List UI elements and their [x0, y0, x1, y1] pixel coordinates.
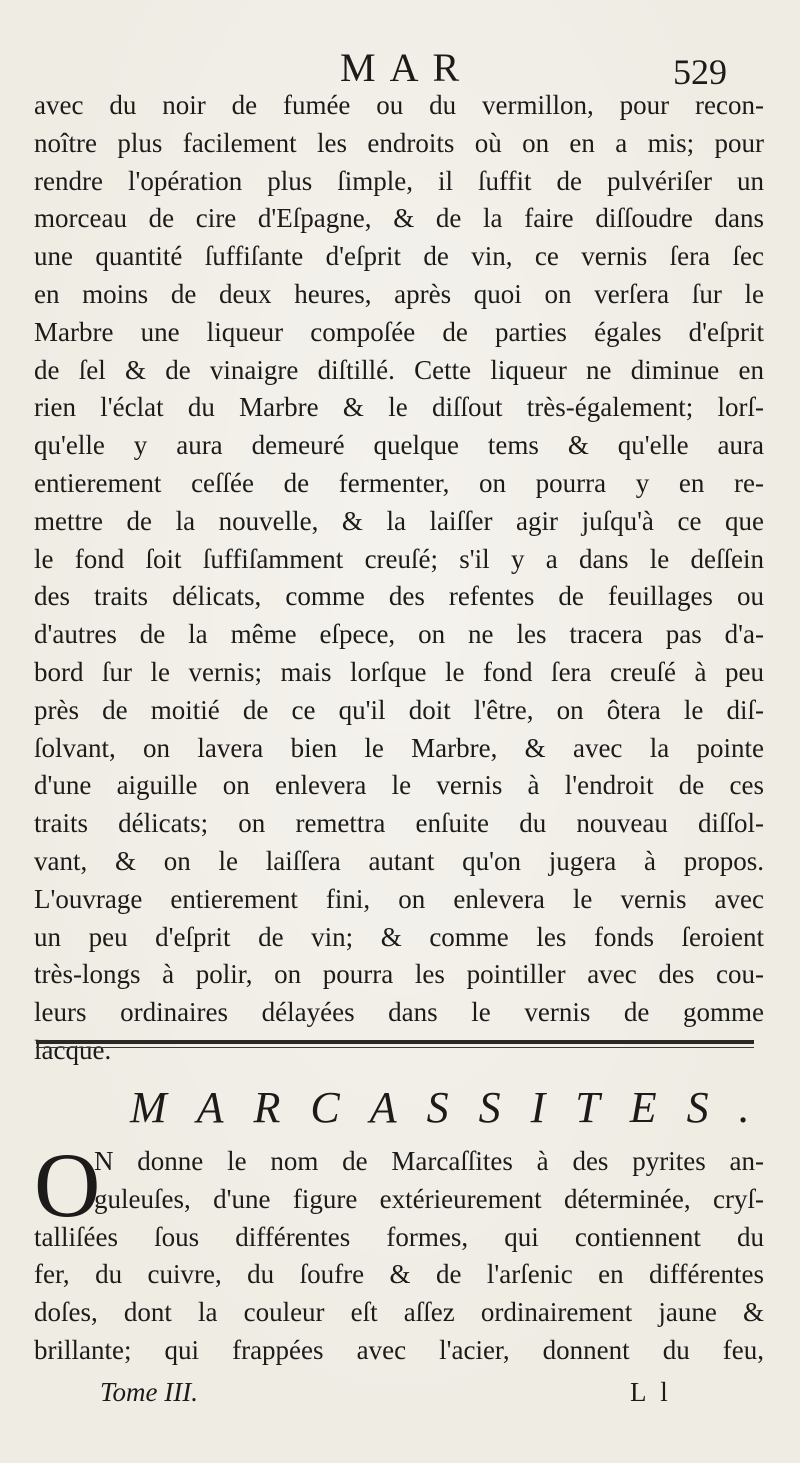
text-line: talliſées ſous différentes formes, qui contiennent du — [34, 1221, 764, 1252]
text-line: morceau de cire d'Eſpagne, & de la faire diſſoudre dans — [34, 203, 764, 234]
text-line: le fond ſoit ſuffiſamment creuſé; s'il y a dans le deſſein — [34, 543, 764, 574]
text-line: leurs ordinaires délayées dans le vernis de gomme — [34, 997, 764, 1028]
text-line: rien l'éclat du Marbre & le diſſout très-également; lorſ- — [34, 392, 764, 423]
section-title: MARCASSITES. — [130, 1083, 780, 1132]
text-line: avec du noir de fumée ou du vermillon, pour recon- — [34, 90, 764, 120]
text-line: bord ſur le vernis; mais lorſque le fond ſera creuſé à peu — [34, 656, 764, 687]
text-line: très-longs à polir, on pourra les pointiller avec des cou- — [34, 959, 764, 990]
volume-label: Tome III. — [100, 1377, 198, 1407]
page-footer — [0, 1374, 800, 1414]
text-line: ſolvant, on lavera bien le Marbre, & avec la pointe — [34, 732, 764, 763]
text-line: Marbre une liqueur compoſée de parties égales d'eſprit — [34, 316, 764, 347]
running-head-word: MAR — [340, 45, 474, 90]
text-line: qu'elle y aura demeuré quelque tems & qu'elle aura — [34, 430, 764, 461]
text-line: près de moitié de ce qu'il doit l'être, on ôtera le diſ- — [34, 694, 764, 725]
text-line: fer, du cuivre, du ſoufre & de l'arſenic en différentes — [34, 1259, 764, 1290]
text-line: brillante; qui frappées avec l'acier, donnent du feu, — [34, 1334, 764, 1365]
text-line: d'une aiguille on enlevera le vernis à l'endroit de ces — [34, 770, 764, 801]
text-line: lacque. — [34, 1034, 112, 1065]
text-line: rendre l'opération plus ſimple, il ſuffit de pulvériſer un — [34, 165, 764, 196]
section-rule-thick — [36, 1040, 754, 1044]
text-line: noître plus facilement les endroits où on en a mis; pour — [34, 127, 764, 158]
text-line: un peu d'eſprit de vin; & comme les fonds ſeroient — [34, 921, 764, 952]
drop-cap: O — [34, 1134, 101, 1236]
text-line: L'ouvrage entierement fini, on enlevera le vernis avec — [34, 883, 764, 914]
text-line: des traits délicats, comme des refentes de feuillages ou — [34, 581, 764, 612]
paragraph-1 — [34, 87, 764, 1070]
page-number: 529 — [673, 52, 727, 92]
text-line: doſes, dont la couleur eſt aſſez ordinairement jaune & — [34, 1297, 764, 1328]
section-rule-thin — [36, 1047, 754, 1048]
text-line: traits délicats; on remettra enſuite du nouveau diſſol- — [34, 808, 764, 839]
text-line: vant, & on le laiſſera autant qu'on jugera à propos. — [34, 845, 764, 876]
text-line: N donne le nom de Marcaſſites à des pyrites an- — [94, 1146, 764, 1176]
text-line: une quantité ſuffiſante d'eſprit de vin, ce vernis ſera ſec — [34, 241, 764, 272]
text-line: d'autres de la même eſpece, on ne les tracera pas d'a- — [34, 619, 764, 650]
text-line: mettre de la nouvelle, & la laiſſer agir juſqu'à ce que — [34, 505, 764, 536]
running-head — [0, 38, 800, 94]
signature-mark: L l — [630, 1377, 672, 1407]
text-line: entierement ceſſée de fermenter, on pourra y en re- — [34, 467, 764, 498]
text-line: en moins de deux heures, après quoi on verſera ſur le — [34, 278, 764, 309]
text-line: de ſel & de vinaigre diſtillé. Cette liqueur ne diminue en — [34, 354, 764, 385]
text-line: guleuſes, d'une figure extérieurement déterminée, cryſ- — [94, 1183, 764, 1214]
entry-marcassites — [34, 1134, 764, 1373]
